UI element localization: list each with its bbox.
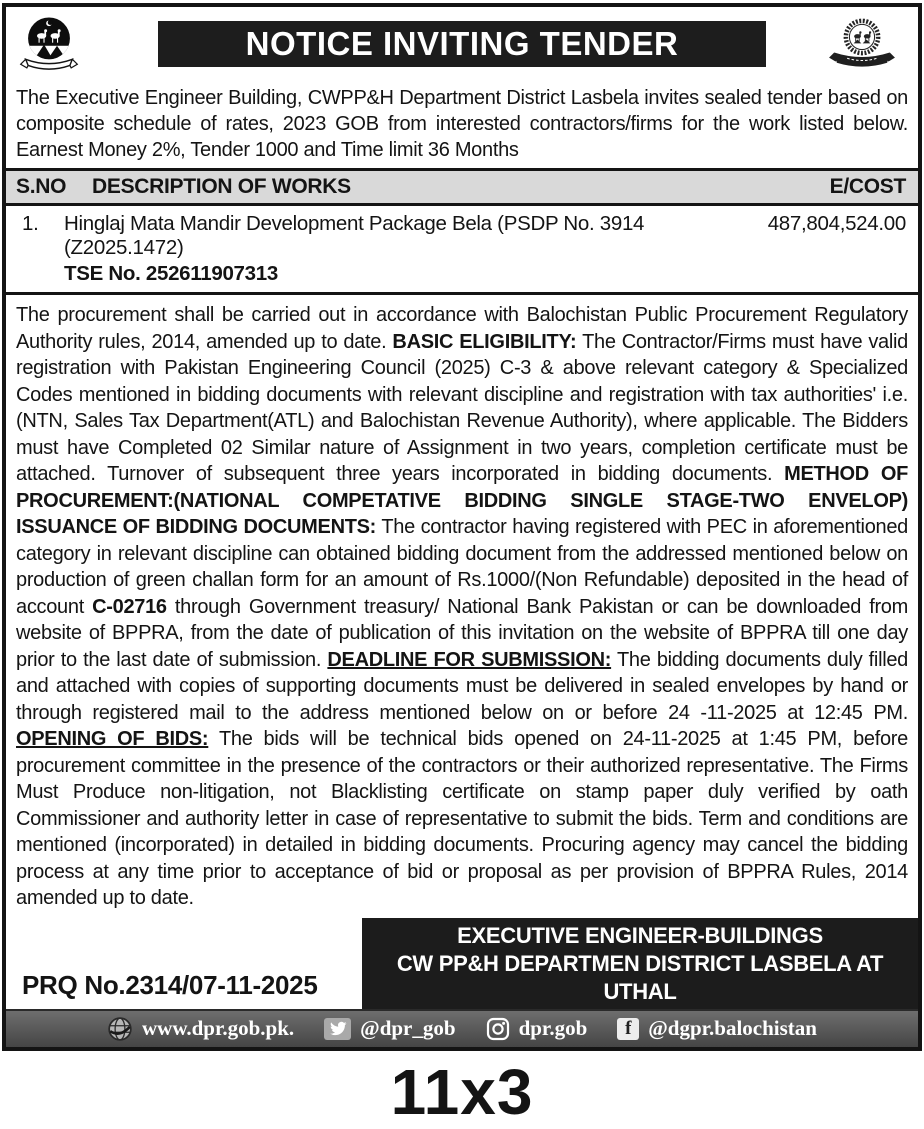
notice-title: NOTICE INVITING TENDER — [245, 25, 679, 62]
instagram-item — [486, 1016, 588, 1041]
twitter-item — [324, 1016, 455, 1041]
column-ecost: E/COST — [829, 175, 906, 198]
body-paragraph: The procurement shall be carried out in accordance with Balochistan Public Procurement Regulatory Authority rules, 2014, amended up to date. BASIC ELIGIBILITY: The Contractor/Firms must have valid registration with Pakistan Engineering Council (2025) C-3 & above relevant category & Specialized Codes mentioned in bidding documents with relevant discipline and registration with tax authorities' i.e. (NTN, Sales Tax Department(ATL) and Balochistan Revenue Authority), where applicable. The Bidders must have Completed 02 Similar nature of Assignment in two years, completion certificate must be attached. Turnover of subsequent three years incorporated in bidding documents. METHOD OF PROCUREMENT:(NATIONAL COMPETATIVE BIDDING SINGLE STAGE-TWO ENVELOP) ISSUANCE OF BIDDING DOCUMENTS: The contractor having registered with PEC in aforementioned category in relevant discipline can obtained bidding document from the addressed mentioned below on production of green challan form for an amount of Rs.1000/(Non Refundable) deposited in the head of account C-02716 through Government treasury/ National Bank Pakistan or can be downloaded from website of BPPRA, from the date of publication of this invitation on the website of BPPRA till one day prior to the last date of submission. DEADLINE FOR SUBMISSION: The bidding documents duly filled and attached with copies of supporting documents must be delivered in sealed envelopes by hand or through registered mail to the address mentioned below on or before 24 -11-2025 at 12:45 PM. OPENING OF BIDS: The bids will be technical bids opened on 24-11-2025 at 1:45 PM, before procurement committee in the presence of the contractors or their authorized representative. The Firms Must Produce non-litigation, not Blacklisting certificate on stamp paper duly verified by oath Commissioner and authority letter in case of representative to submit the bids. Term and conditions are mentioned (incorporated) in detailed in bidding documents. Procuring agency may cancel the bidding process at any time prior to acceptance of bid or proposal as per provision of BPPRA Rules, 2014 amended up to date. — [16, 304, 908, 909]
column-description: DESCRIPTION OF WORKS — [92, 175, 351, 198]
website-item — [107, 1016, 294, 1042]
table-header — [6, 168, 918, 206]
notice-header — [6, 7, 918, 79]
row-sno: 1. — [22, 212, 39, 235]
signature-title: EXECUTIVE ENGINEER-BUILDINGS — [457, 922, 823, 948]
facebook-item — [617, 1016, 817, 1041]
intro-paragraph: The Executive Engineer Building, CWPP&H Department District Lasbela invites sealed tender based on composite schedule of rates, 2023 GOB from interested contractors/firms for the work listed below. Earnest Money 2%, Tender 1000 and Time limit 36 Months — [16, 87, 908, 161]
balochistan-government-emblem-icon — [18, 15, 80, 79]
twitter-handle-label: @dpr_gob — [360, 1016, 456, 1040]
signature-row — [6, 918, 918, 1009]
instagram-icon — [486, 1017, 510, 1041]
signature-box — [362, 918, 918, 1009]
table-row — [6, 206, 918, 295]
notice-title-banner — [158, 21, 766, 67]
cwpph-department-emblem-icon — [816, 15, 908, 77]
row-description: Hinglaj Mata Mandir Development Package Bela (PSDP No. 3914 (Z2025.1472) — [64, 212, 645, 259]
instagram-handle-label: dpr.gob — [518, 1016, 588, 1040]
row-ecost: 487,804,524.00 — [767, 212, 906, 235]
facebook-handle-label: @dgpr.balochistan — [648, 1016, 817, 1040]
globe-icon — [107, 1016, 133, 1042]
ad-size-label: 11x3 — [390, 1055, 534, 1128]
signature-department: CW PP&H DEPARTMEN DISTRICT LASBELA AT UTHAL — [396, 950, 884, 1004]
social-bar — [6, 1009, 918, 1047]
tender-notice-sheet — [2, 3, 922, 1051]
column-sno: S.NO — [16, 175, 67, 198]
website-label: www.dpr.gob.pk. — [142, 1016, 295, 1040]
facebook-icon: f — [617, 1018, 639, 1040]
prq-number: PRQ No.2314/07-11-2025 — [22, 969, 318, 1000]
row-tse-number: TSE No. 252611907313 — [64, 262, 278, 285]
twitter-bird-icon — [324, 1018, 351, 1040]
